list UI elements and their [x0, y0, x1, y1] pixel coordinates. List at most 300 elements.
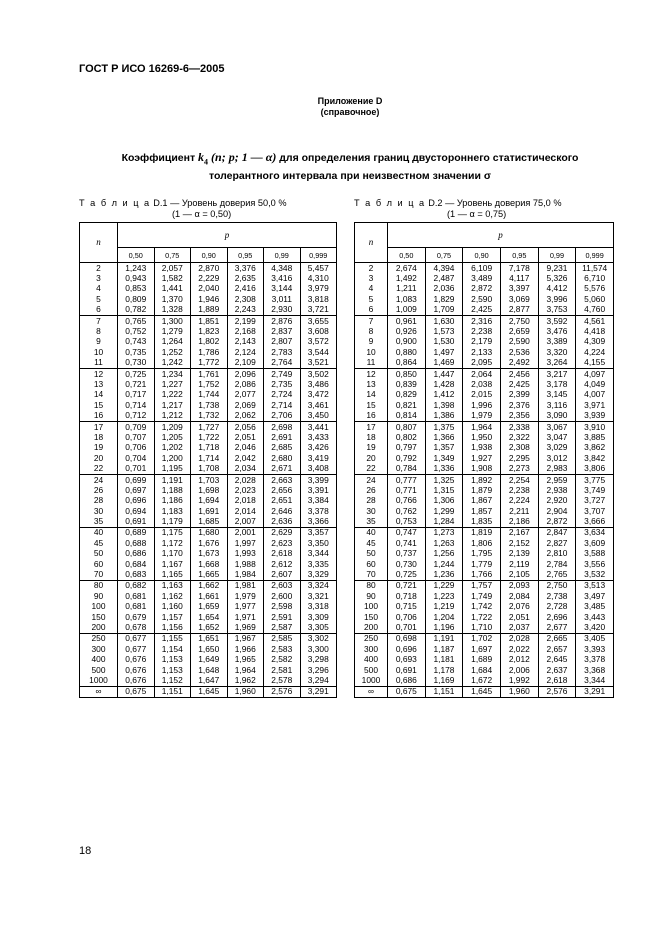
value-cell: 3,291 [300, 686, 337, 697]
value-cell: 1,851 [191, 315, 228, 326]
table-row [355, 496, 614, 506]
value-cell: 4,155 [576, 358, 614, 369]
value-cell: 0,693 [388, 654, 426, 664]
value-cell: 0,753 [388, 516, 426, 527]
value-cell: 1,349 [425, 453, 463, 463]
value-cell: 1,154 [154, 644, 191, 654]
table-row [80, 602, 337, 612]
value-cell: 0,961 [388, 315, 426, 326]
value-cell: 0,681 [118, 591, 155, 601]
value-cell: 1,284 [425, 516, 463, 527]
value-cell: 2,536 [500, 347, 538, 357]
value-cell: 0,675 [118, 686, 155, 697]
value-cell: 0,712 [118, 410, 155, 421]
value-cell: 2,425 [463, 305, 501, 316]
n-cell: 7 [355, 315, 388, 326]
value-cell: 2,038 [463, 379, 501, 389]
table-row [355, 432, 614, 442]
n-cell: ∞ [355, 686, 388, 697]
value-cell: 2,685 [264, 443, 301, 453]
value-cell: 3,634 [576, 527, 614, 538]
value-cell: 2,738 [538, 591, 576, 601]
value-cell: 1,722 [191, 432, 228, 442]
value-cell: 0,699 [118, 474, 155, 485]
table-row [80, 485, 337, 495]
value-cell: 0,676 [118, 665, 155, 675]
value-cell: 2,724 [264, 390, 301, 400]
value-cell: 2,807 [264, 337, 301, 347]
value-cell: 1,236 [425, 569, 463, 580]
n-cell: 17 [355, 421, 388, 432]
value-cell: 0,752 [118, 326, 155, 336]
value-cell: 1,163 [154, 580, 191, 591]
value-cell: 4,007 [576, 390, 614, 400]
value-cell: 0,684 [118, 559, 155, 569]
value-cell: 1,938 [463, 443, 501, 453]
n-cell: 35 [355, 516, 388, 527]
value-cell: 1,650 [191, 644, 228, 654]
value-cell: 2,095 [463, 358, 501, 369]
value-cell: 0,715 [388, 602, 426, 612]
value-cell: 1,992 [500, 675, 538, 686]
table-row [355, 273, 614, 283]
value-cell: 2,105 [500, 569, 538, 580]
n-cell: 3 [355, 273, 388, 283]
n-cell: 40 [355, 527, 388, 538]
value-cell: 1,659 [191, 602, 228, 612]
value-cell: 0,850 [388, 368, 426, 379]
value-cell: 1,652 [191, 622, 228, 633]
value-cell: 2,238 [463, 326, 501, 336]
value-cell: 1,244 [425, 559, 463, 569]
value-cell: 1,766 [463, 569, 501, 580]
value-cell: 2,750 [500, 315, 538, 326]
value-cell: 1,927 [463, 453, 501, 463]
value-cell: 1,209 [154, 421, 191, 432]
n-cell: 9 [355, 337, 388, 347]
table-row [80, 368, 337, 379]
value-cell: 1,256 [425, 549, 463, 559]
table-row [80, 379, 337, 389]
table-row [355, 622, 614, 633]
value-cell: 1,645 [191, 686, 228, 697]
value-cell: 1,702 [463, 633, 501, 644]
value-cell: 1,336 [425, 463, 463, 474]
value-cell: 0,676 [118, 675, 155, 686]
value-cell: 3,420 [576, 622, 614, 633]
table-row [80, 580, 337, 591]
value-cell: 3,144 [264, 284, 301, 294]
value-cell: 2,399 [500, 390, 538, 400]
n-cell: 80 [355, 580, 388, 591]
table-row [355, 474, 614, 485]
value-cell: 0,771 [388, 485, 426, 495]
table-row [355, 263, 614, 274]
value-cell: 2,674 [388, 263, 426, 274]
value-cell: 2,765 [538, 569, 576, 580]
value-cell: 2,456 [500, 368, 538, 379]
value-cell: 3,416 [264, 273, 301, 283]
value-cell: 3,544 [300, 347, 337, 357]
value-cell: 1,492 [388, 273, 426, 283]
value-cell: 3,408 [300, 463, 337, 474]
n-cell: 1000 [355, 675, 388, 686]
value-cell: 1,772 [191, 358, 228, 369]
table-row [80, 305, 337, 316]
n-cell: 250 [355, 633, 388, 644]
value-cell: 1,179 [154, 516, 191, 527]
value-cell: 3,461 [300, 400, 337, 410]
value-cell: 0,678 [118, 622, 155, 633]
value-cell: 1,264 [154, 337, 191, 347]
value-cell: 0,697 [118, 485, 155, 495]
value-cell: 2,062 [227, 410, 264, 421]
table-row [355, 612, 614, 622]
value-cell: 1,211 [388, 284, 426, 294]
table-d1-body [80, 263, 337, 698]
value-cell: 3,532 [576, 569, 614, 580]
value-cell: 1,153 [154, 654, 191, 664]
value-cell: 2,837 [264, 326, 301, 336]
table-row [80, 644, 337, 654]
value-cell: 2,646 [264, 506, 301, 516]
table-row [80, 347, 337, 357]
value-cell: 4,310 [300, 273, 337, 283]
value-cell: 1,684 [463, 665, 501, 675]
value-cell: 2,651 [264, 496, 301, 506]
value-cell: 2,273 [500, 463, 538, 474]
p-col-header: 0,999 [576, 248, 614, 263]
value-cell: 2,618 [538, 675, 576, 686]
table-row [355, 358, 614, 369]
n-cell: 150 [80, 612, 118, 622]
value-cell: 4,561 [576, 315, 614, 326]
value-cell: 0,677 [118, 633, 155, 644]
title-line-1: Коэффициент $k_4$ (n; p; 1 — α) для определения границ двустороннего статистического [121, 150, 579, 167]
value-cell: 1,234 [154, 368, 191, 379]
value-cell: 2,784 [538, 559, 576, 569]
table-row [355, 379, 614, 389]
value-cell: 1,662 [191, 580, 228, 591]
table-row [80, 294, 337, 304]
p-col-header: 0,50 [118, 248, 155, 263]
value-cell: 9,231 [538, 263, 576, 274]
value-cell: 3,419 [300, 453, 337, 463]
n-cell: 15 [80, 400, 118, 410]
value-cell: 2,057 [154, 263, 191, 274]
value-cell: 3,485 [576, 602, 614, 612]
table-row [80, 273, 337, 283]
value-cell: 1,153 [154, 665, 191, 675]
value-cell: 0,766 [388, 496, 426, 506]
n-cell: 10 [355, 347, 388, 357]
value-cell: 0,821 [388, 400, 426, 410]
value-cell: 2,959 [538, 474, 576, 485]
value-cell: 2,487 [425, 273, 463, 283]
value-cell: 1,786 [191, 347, 228, 357]
value-cell: 2,211 [500, 506, 538, 516]
value-cell: 0,741 [388, 538, 426, 548]
value-cell: 3,749 [576, 485, 614, 495]
value-cell: 4,412 [538, 284, 576, 294]
value-cell: 1,357 [425, 443, 463, 453]
value-cell: 2,581 [264, 665, 301, 675]
table1-caption: Т а б л и ц а D.1 — Уровень доверия 50,0 % (1 — α = 0,50) [79, 198, 287, 219]
value-cell: 0,709 [118, 421, 155, 432]
value-cell: 1,306 [425, 496, 463, 506]
value-cell: 1,191 [154, 474, 191, 485]
value-cell: 0,809 [118, 294, 155, 304]
value-cell: 1,960 [227, 686, 264, 697]
value-cell: 0,683 [118, 569, 155, 580]
value-cell: 2,014 [227, 506, 264, 516]
value-cell: 2,040 [191, 284, 228, 294]
n-cell: 9 [80, 337, 118, 347]
value-cell: 3,291 [576, 686, 614, 697]
table-row [80, 654, 337, 664]
value-cell: 0,721 [388, 580, 426, 591]
value-cell: 1,530 [425, 337, 463, 347]
value-cell: 1,823 [191, 326, 228, 336]
value-cell: 3,996 [538, 294, 576, 304]
n-cell: 200 [355, 622, 388, 633]
n-cell: 30 [355, 506, 388, 516]
n-cell: 24 [355, 474, 388, 485]
table-row [355, 390, 614, 400]
value-cell: 2,749 [264, 368, 301, 379]
value-cell: 1,200 [154, 453, 191, 463]
value-cell: 1,273 [425, 527, 463, 538]
table-row [80, 527, 337, 538]
value-cell: 2,139 [500, 549, 538, 559]
table-d1 [79, 222, 337, 698]
value-cell: 3,608 [300, 326, 337, 336]
value-cell: 2,051 [500, 612, 538, 622]
value-cell: 3,145 [538, 390, 576, 400]
value-cell: 2,636 [264, 516, 301, 527]
table-row [80, 591, 337, 601]
value-cell: 1,950 [463, 432, 501, 442]
value-cell: 0,864 [388, 358, 426, 369]
value-cell: 2,827 [538, 538, 576, 548]
value-cell: 2,308 [500, 443, 538, 453]
value-cell: 1,165 [154, 569, 191, 580]
value-cell: 3,666 [576, 516, 614, 527]
value-cell: 0,701 [388, 622, 426, 633]
value-cell: 5,576 [576, 284, 614, 294]
table-row [355, 485, 614, 495]
value-cell: 3,294 [300, 675, 337, 686]
value-cell: 2,042 [227, 453, 264, 463]
n-cell: 12 [80, 368, 118, 379]
table-row [355, 463, 614, 474]
value-cell: 0,701 [118, 463, 155, 474]
value-cell: 2,607 [264, 569, 301, 580]
value-cell: 3,441 [300, 421, 337, 432]
value-cell: 2,587 [264, 622, 301, 633]
value-cell: 1,654 [191, 612, 228, 622]
n-cell: 14 [355, 390, 388, 400]
value-cell: 0,802 [388, 432, 426, 442]
value-cell: 3,397 [500, 284, 538, 294]
value-cell: 2,665 [538, 633, 576, 644]
value-cell: 4,394 [425, 263, 463, 274]
value-cell: 1,370 [154, 294, 191, 304]
value-cell: 1,689 [463, 654, 501, 664]
value-cell: 2,022 [500, 644, 538, 654]
value-cell: 1,222 [154, 390, 191, 400]
value-cell: 2,028 [227, 474, 264, 485]
value-cell: 2,656 [264, 485, 301, 495]
value-cell: 7,178 [500, 263, 538, 274]
n-cell: 100 [355, 602, 388, 612]
value-cell: 1,183 [154, 506, 191, 516]
table2-caption: Т а б л и ц а D.2 — Уровень доверия 75,0 % (1 — α = 0,75) [354, 198, 562, 219]
value-cell: 2,093 [500, 580, 538, 591]
value-cell: 1,178 [425, 665, 463, 675]
value-cell: 1,157 [154, 612, 191, 622]
value-cell: 1,582 [154, 273, 191, 283]
n-cell: 90 [80, 591, 118, 601]
table-row [355, 675, 614, 686]
value-cell: 1,186 [154, 496, 191, 506]
value-cell: 4,309 [576, 337, 614, 347]
value-cell: 0,880 [388, 347, 426, 357]
value-cell: 4,760 [576, 305, 614, 316]
value-cell: 1,441 [154, 284, 191, 294]
value-cell: 1,997 [227, 538, 264, 548]
title-line-2: толерантного интервала при неизвестном значении σ [208, 170, 492, 183]
value-cell: 2,938 [538, 485, 576, 495]
value-cell: 1,219 [425, 602, 463, 612]
value-cell: 1,151 [154, 686, 191, 697]
value-cell: 1,979 [463, 410, 501, 421]
n-cell: 500 [355, 665, 388, 675]
value-cell: 1,152 [154, 675, 191, 686]
value-cell: 2,618 [264, 549, 301, 559]
n-cell: 2 [355, 263, 388, 274]
value-cell: 2,657 [538, 644, 576, 654]
n-cell: 45 [355, 538, 388, 548]
value-cell: 2,229 [191, 273, 228, 283]
n-cell: 16 [355, 410, 388, 421]
value-cell: 1,328 [154, 305, 191, 316]
value-cell: 1,732 [191, 410, 228, 421]
n-cell: 16 [80, 410, 118, 421]
table-row [80, 443, 337, 453]
value-cell: 3,264 [538, 358, 576, 369]
value-cell: 1,243 [118, 263, 155, 274]
table-row [355, 506, 614, 516]
value-cell: 1,375 [425, 421, 463, 432]
table-row [355, 549, 614, 559]
value-cell: 3,366 [300, 516, 337, 527]
value-cell: 0,679 [118, 612, 155, 622]
value-cell: 2,698 [264, 421, 301, 432]
value-cell: 2,585 [264, 633, 301, 644]
value-cell: 3,011 [264, 294, 301, 304]
n-cell: 6 [80, 305, 118, 316]
value-cell: 1,665 [191, 569, 228, 580]
value-cell: 4,348 [264, 263, 301, 274]
value-cell: 3,486 [300, 379, 337, 389]
table-row [355, 294, 614, 304]
n-cell: 80 [80, 580, 118, 591]
table-row [355, 665, 614, 675]
value-cell: 1,744 [191, 390, 228, 400]
value-cell: 2,696 [538, 612, 576, 622]
value-cell: 2,015 [463, 390, 501, 400]
value-cell: 3,178 [538, 379, 576, 389]
value-cell: 2,671 [264, 463, 301, 474]
annex-subtitle: (справочное) [320, 107, 380, 117]
value-cell: 2,635 [227, 273, 264, 283]
table-row [80, 612, 337, 622]
n-cell: 300 [80, 644, 118, 654]
value-cell: 2,872 [463, 284, 501, 294]
value-cell: 3,707 [576, 506, 614, 516]
value-cell: 0,691 [118, 516, 155, 527]
value-cell: 1,996 [463, 400, 501, 410]
value-cell: 1,749 [463, 591, 501, 601]
value-cell: 2,316 [463, 315, 501, 326]
value-cell: 1,156 [154, 622, 191, 633]
table-row [355, 686, 614, 697]
value-cell: 0,807 [388, 421, 426, 432]
value-cell: 1,752 [191, 379, 228, 389]
value-cell: 2,001 [227, 527, 264, 538]
value-cell: 1,697 [463, 644, 501, 654]
value-cell: 2,612 [264, 559, 301, 569]
value-cell: 3,476 [538, 326, 576, 336]
value-cell: 2,783 [264, 347, 301, 357]
value-cell: 0,782 [118, 305, 155, 316]
value-cell: 2,051 [227, 432, 264, 442]
value-cell: 2,086 [227, 379, 264, 389]
value-cell: 1,252 [154, 347, 191, 357]
n-cell: 1000 [80, 675, 118, 686]
value-cell: 3,842 [576, 453, 614, 463]
table-row [355, 368, 614, 379]
table-row [355, 602, 614, 612]
value-cell: 1,685 [191, 516, 228, 527]
value-cell: 2,119 [500, 559, 538, 569]
n-cell: 70 [80, 569, 118, 580]
table-row [80, 686, 337, 697]
value-cell: 2,576 [538, 686, 576, 697]
value-cell: 1,469 [425, 358, 463, 369]
n-cell: 26 [355, 485, 388, 495]
n-cell: 19 [80, 443, 118, 453]
value-cell: 2,847 [538, 527, 576, 538]
value-cell: 2,659 [500, 326, 538, 336]
value-cell: 1,196 [425, 622, 463, 633]
table-row [80, 633, 337, 644]
n-cell: 13 [80, 379, 118, 389]
value-cell: 2,416 [227, 284, 264, 294]
value-cell: 2,764 [264, 358, 301, 369]
value-cell: 1,738 [191, 400, 228, 410]
value-cell: 0,792 [388, 453, 426, 463]
value-cell: 3,727 [576, 496, 614, 506]
value-cell: 3,344 [300, 549, 337, 559]
n-cell: 4 [355, 284, 388, 294]
value-cell: 4,418 [576, 326, 614, 336]
table-row [80, 337, 337, 347]
table-row [80, 432, 337, 442]
value-cell: 1,727 [191, 421, 228, 432]
value-cell: 1,946 [191, 294, 228, 304]
